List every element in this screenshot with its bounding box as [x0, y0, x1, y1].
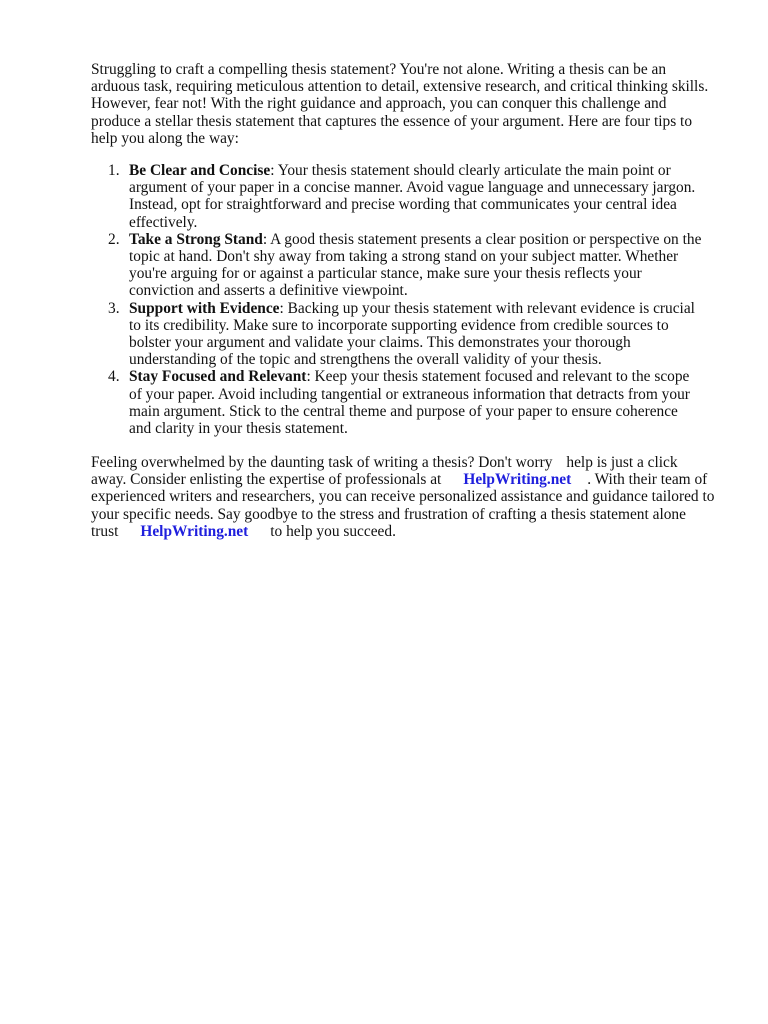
tip-title: Be Clear and Concise	[129, 162, 271, 179]
tip-text: : Keep your thesis statement focused and relevant to the scope	[306, 368, 690, 386]
tip-text: argument of your paper in a concise manner. Avoid vague language and unnecessary jargon.	[129, 179, 696, 197]
intro-line: produce a stellar thesis statement that captures the essence of your argument. Here are four tips to	[91, 112, 693, 130]
tip-item-3	[91, 300, 701, 369]
intro-paragraph	[91, 61, 708, 147]
tip-title: Take a Strong Stand	[129, 230, 263, 248]
outro-text: away. Consider enlisting the expertise of professionals at	[91, 471, 442, 489]
tip-title: Support with Evidence	[129, 299, 280, 317]
outro-text: Feeling overwhelmed by the daunting task of writing a thesis? Don't worry	[91, 454, 553, 471]
intro-line: Struggling to craft a compelling thesis statement? You're not alone. Writing a thesis can be an	[91, 61, 667, 78]
intro-line: help you along the way:	[91, 129, 239, 147]
tip-number: 1.	[108, 162, 120, 179]
tip-text: you're arguing for or against a particular stance, make sure your thesis reflects your	[129, 265, 642, 283]
tip-text: effectively.	[129, 213, 198, 231]
tip-item-4	[91, 368, 701, 437]
intro-line: arduous task, requiring meticulous attention to detail, extensive research, and critical thinking skills.	[91, 78, 709, 96]
tip-text: topic at hand. Don't shy away from taking a strong stand on your subject matter. Whether	[129, 248, 679, 266]
tip-number: 2.	[108, 230, 120, 248]
tip-text: to its credibility. Make sure to incorporate supporting evidence from credible sources to	[129, 316, 669, 334]
outro-paragraph	[91, 454, 714, 540]
tip-item-1	[91, 162, 701, 231]
outro-text: your specific needs. Say goodbye to the stress and frustration of crafting a thesis statement alone	[91, 505, 686, 523]
tip-number: 4.	[108, 368, 120, 386]
outro-text: trust	[91, 522, 119, 540]
intro-line: However, fear not! With the right guidance and approach, you can conquer this challenge and	[91, 95, 667, 113]
tip-text: and clarity in your thesis statement.	[129, 420, 348, 438]
tip-text: conviction and asserts a definitive viewpoint.	[129, 282, 408, 300]
tip-number: 3.	[108, 299, 120, 317]
tip-text: : Your thesis statement should clearly articulate the main point or	[270, 162, 671, 179]
outro-text: to help you succeed.	[270, 522, 396, 540]
tips-list	[91, 162, 701, 437]
helpwriting-link[interactable]: HelpWriting.net	[463, 471, 572, 489]
outro-text: help is just a click	[566, 454, 678, 471]
outro-text: . With their team of	[587, 471, 708, 489]
tip-text: understanding of the topic and strengthens the overall validity of your thesis.	[129, 351, 602, 369]
tip-text: : Backing up your thesis statement with relevant evidence is crucial	[279, 299, 695, 317]
tip-title: Stay Focused and Relevant	[129, 368, 307, 386]
tip-text: of your paper. Avoid including tangential or extraneous information that detracts from your	[129, 385, 690, 403]
outro-text: experienced writers and researchers, you can receive personalized assistance and guidance tailored to	[91, 488, 715, 506]
tip-text: bolster your argument and validate your claims. This demonstrates your thorough	[129, 334, 631, 352]
tip-item-2	[91, 231, 701, 300]
tip-text: Instead, opt for straightforward and precise wording that communicates your central idea	[129, 196, 677, 214]
helpwriting-link[interactable]: HelpWriting.net	[140, 522, 249, 540]
tip-text: main argument. Stick to the central theme and purpose of your paper to ensure coherence	[129, 402, 678, 420]
tip-text: : A good thesis statement presents a clear position or perspective on the	[262, 230, 702, 248]
